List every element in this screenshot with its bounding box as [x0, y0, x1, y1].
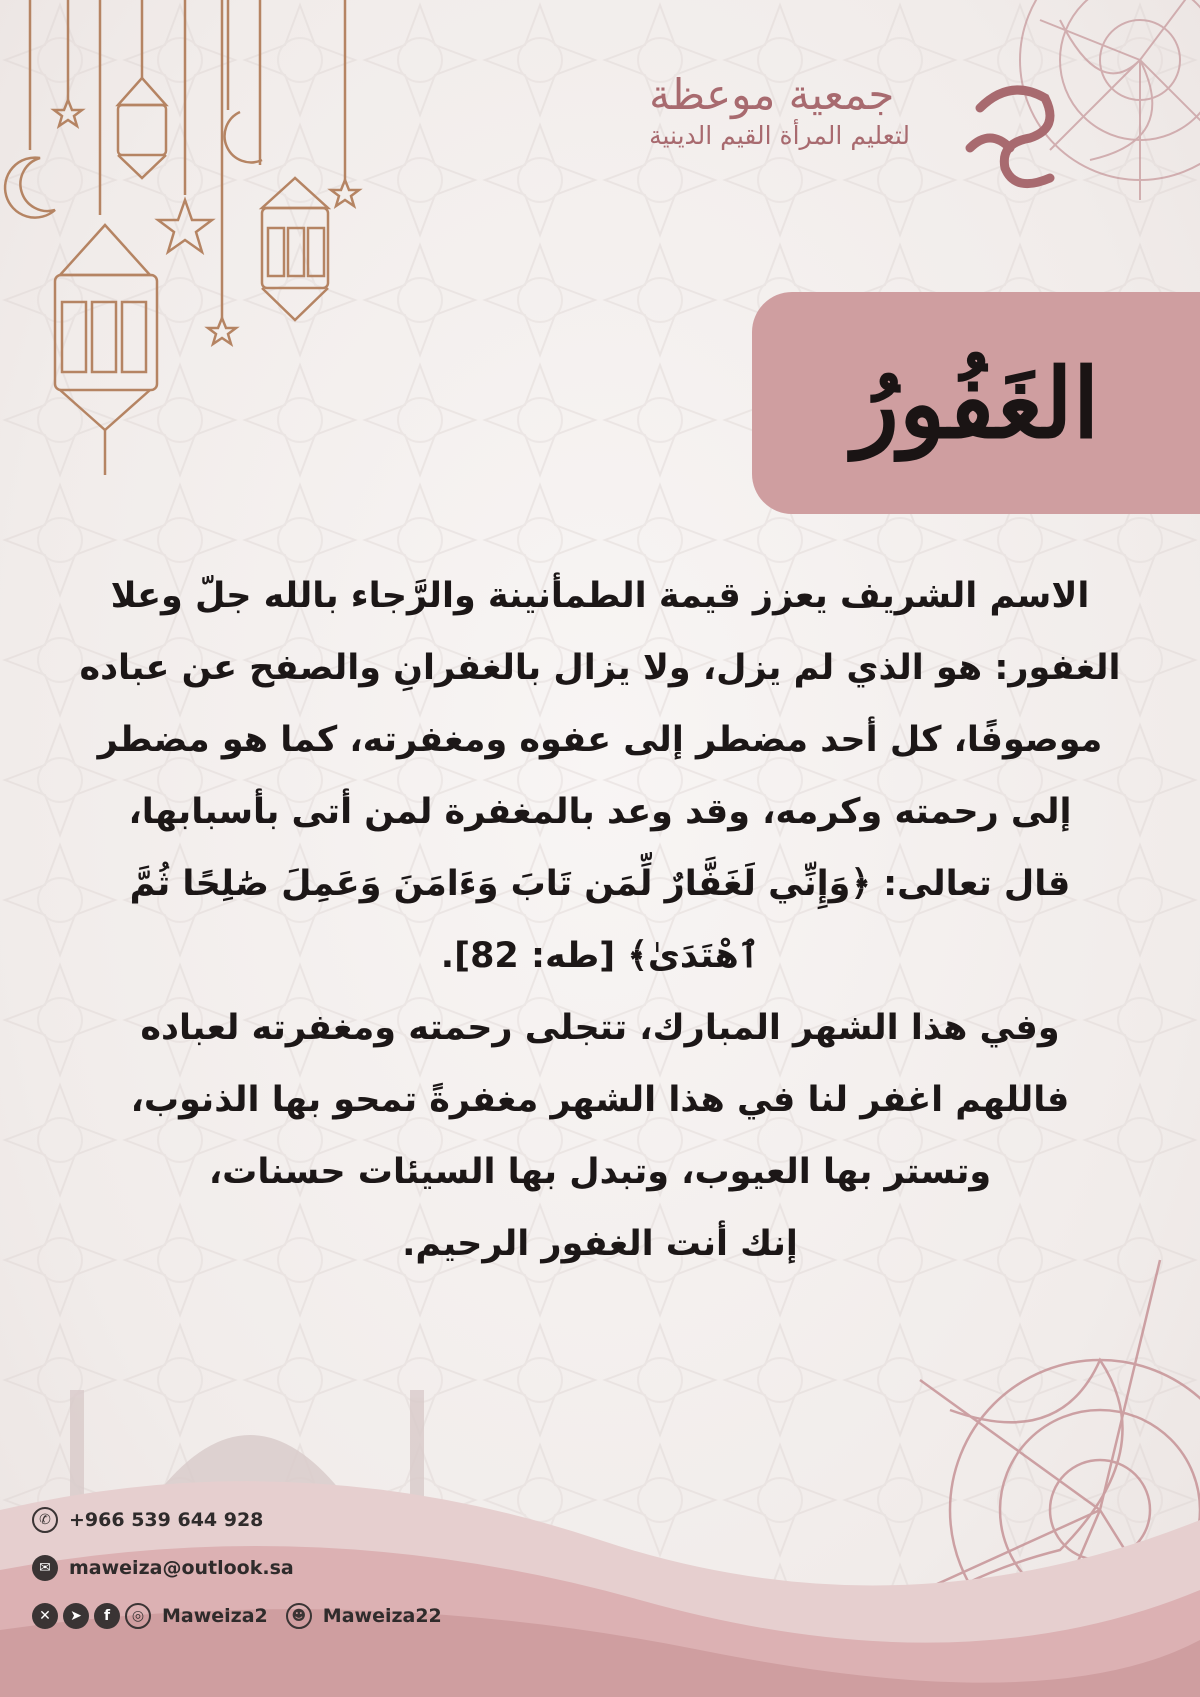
body-line: الغفور: هو الذي لم يزل، ولا يزال بالغفرانِ والصفح عن عباده [79, 648, 1121, 688]
email-icon[interactable]: ✉ [32, 1555, 58, 1581]
logo [649, 70, 910, 152]
instagram-icon[interactable]: ◎ [125, 1603, 151, 1629]
body-line: موصوفًا، كل أحد مضطر إلى عفوه ومغفرته، كما هو مضطر [97, 720, 1103, 760]
phone-number[interactable]: +966 539 644 928 [69, 1509, 264, 1531]
email-address[interactable]: maweiza@outlook.sa [69, 1557, 294, 1579]
facebook-icon[interactable]: f [94, 1603, 120, 1629]
body-line: فاللهم اغفر لنا في هذا الشهر مغفرةً تمحو بها الذنوب، [130, 1080, 1070, 1120]
snapchat-icon[interactable]: ☻ [286, 1603, 312, 1629]
social-handle[interactable]: Maweiza2 [162, 1605, 268, 1627]
email-row [32, 1553, 460, 1583]
body-line: وفي هذا الشهر المبارك، تتجلى رحمته ومغفرته لعباده [140, 1008, 1060, 1048]
whatsapp-icon[interactable]: ✆ [32, 1507, 58, 1533]
logo-icon [950, 68, 1080, 198]
contact-info [32, 1505, 460, 1649]
org-tagline: لتعليم المرأة القيم الدينية [649, 121, 910, 150]
body-line: الاسم الشريف يعزز قيمة الطمأنينة والرَّجاء بالله جلّ وعلا [110, 576, 1090, 616]
x-icon[interactable]: ✕ [32, 1603, 58, 1629]
divine-name-title: الغَفُورُ [852, 346, 1100, 460]
body-line: قال تعالى: ﴿وَإِنِّي لَغَفَّارٌ لِّمَن تَابَ وَءَامَنَ وَعَمِلَ صَٰلِحًا ثُمَّ [129, 864, 1071, 904]
lanterns-decoration [0, 0, 380, 490]
org-name: جمعية موعظة [649, 70, 895, 119]
body-line: إنك أنت الغفور الرحيم. [402, 1224, 798, 1264]
body-line: وتستر بها العيوب، وتبدل بها السيئات حسنات، [208, 1152, 992, 1192]
phone-row [32, 1505, 460, 1535]
social-row [32, 1601, 460, 1631]
body-text [60, 560, 1140, 1280]
snapchat-handle[interactable]: Maweiza22 [322, 1605, 442, 1627]
body-line: إلى رحمته وكرمه، وقد وعد بالمغفرة لمن أتى بأسبابها، [128, 792, 1072, 832]
telegram-icon[interactable]: ➤ [63, 1603, 89, 1629]
body-line: ٱهْتَدَىٰ﴾ [طه: 82]. [440, 936, 760, 976]
